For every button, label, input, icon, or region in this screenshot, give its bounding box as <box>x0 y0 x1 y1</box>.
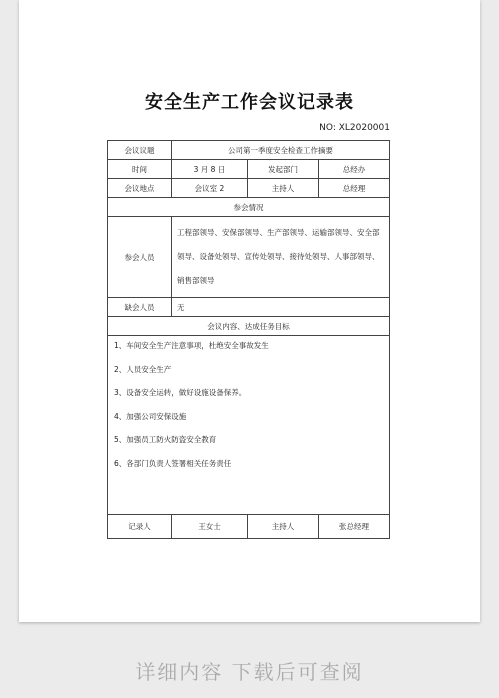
topic-value: 公司第一季度安全检查工作摘要 <box>172 141 390 160</box>
place-value: 会议室 2 <box>172 179 248 198</box>
recorder-label: 记录人 <box>108 515 172 539</box>
document-number: NO: XL2020001 <box>319 123 390 133</box>
signer-label: 主持人 <box>248 515 319 539</box>
list-item: 1、车间安全生产注意事项，杜绝安全事故发生 <box>114 341 269 350</box>
table-row <box>108 217 390 298</box>
table-row <box>108 298 390 317</box>
absent-value: 无 <box>172 298 390 317</box>
table-row <box>108 141 390 160</box>
list-item: 4、加强公司安保设施 <box>114 411 187 421</box>
topic-label: 会议议题 <box>108 141 172 160</box>
content-list <box>108 336 390 515</box>
signer-value: 张总经理 <box>319 515 390 539</box>
table-row <box>108 515 390 539</box>
table-row <box>108 179 390 198</box>
table-row <box>108 198 390 217</box>
attendance-header: 参会情况 <box>108 198 390 217</box>
download-hint: 详细内容 下载后可查阅 <box>135 660 364 684</box>
absent-label: 缺会人员 <box>108 298 172 317</box>
time-value: 3 月 8 日 <box>172 160 248 179</box>
meeting-record-table <box>107 140 390 539</box>
list-item: 5、加强员工防火防盗安全教育 <box>114 435 217 444</box>
table-row <box>108 317 390 336</box>
host-label: 主持人 <box>248 179 319 198</box>
time-label: 时间 <box>108 160 172 179</box>
list-item: 3、设备安全运转，做好设施设备保养。 <box>114 388 247 397</box>
list-item: 6、各部门负责人签署相关任务责任 <box>114 458 232 468</box>
document-title: 安全生产工作会议记录表 <box>145 92 354 113</box>
content-header: 会议内容、达成任务目标 <box>108 317 390 336</box>
attendees-label: 参会人员 <box>108 217 172 298</box>
attendees-value: 工程部领导、安保部领导、生产部领导、运输部领导、安全部领导、设备处领导、宣传处领导、接待处领导、人事部领导、销售部领导 <box>172 217 390 298</box>
place-label: 会议地点 <box>108 179 172 198</box>
host-value: 总经理 <box>319 179 390 198</box>
initiator-value: 总经办 <box>319 160 390 179</box>
initiator-label: 发起部门 <box>248 160 319 179</box>
table-row <box>108 160 390 179</box>
list-item: 2、人员安全生产 <box>114 364 172 374</box>
table-row <box>108 336 390 515</box>
recorder-value: 王女士 <box>172 515 248 539</box>
document-page <box>19 0 480 622</box>
